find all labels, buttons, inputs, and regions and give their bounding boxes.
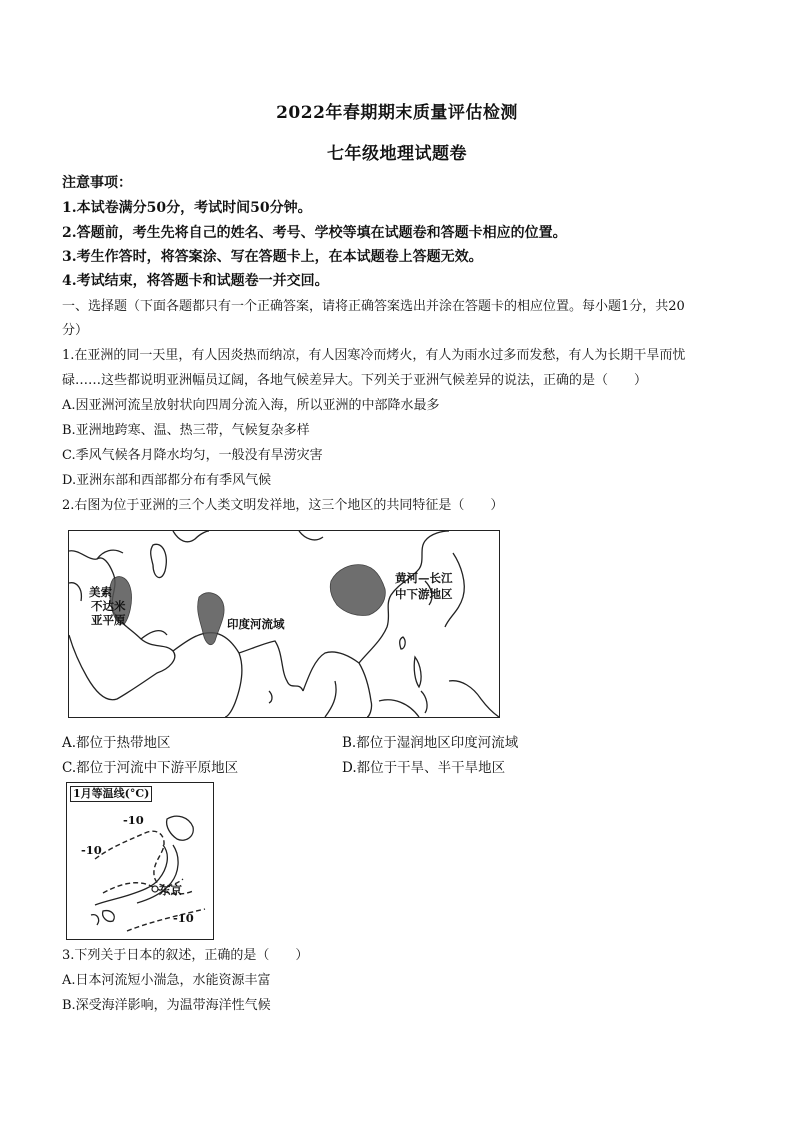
q1-option-d: D.亚洲东部和西部都分布有季风气候 xyxy=(62,473,272,488)
japan-isotherm-figure xyxy=(66,782,214,940)
q1-option-a: A.因亚洲河流呈放射状向四周分流入海，所以亚洲的中部降水最多 xyxy=(62,398,440,413)
isotherm-label-1: -10 xyxy=(123,813,144,827)
label-yellow-yangtze-1: 黄河—长江 xyxy=(395,571,453,585)
q2-option-c: C.都位于河流中下游平原地区 xyxy=(62,760,239,776)
isotherm-title: 1月等温线(°C) xyxy=(70,786,152,802)
q2-option-a: A.都位于热带地区 xyxy=(62,735,171,751)
notice-item-2: 2.答题前，考生先将自己的姓名、考号、学校等填在试题卷和答题卡相应的位置。 xyxy=(62,225,567,241)
label-indus: 印度河流域 xyxy=(227,617,285,631)
label-yellow-yangtze-2: 中下游地区 xyxy=(395,587,453,601)
notice-heading: 注意事项： xyxy=(62,175,132,191)
label-mesopotamia-1: 美索 xyxy=(89,585,112,599)
isotherm-label-3: -10 xyxy=(173,911,194,925)
q1-stem-line1: 1.在亚洲的同一天里，有人因炎热而纳凉，有人因寒冷而烤火，有人为雨水过多而发愁，有人为长期干旱而忧 xyxy=(62,348,686,363)
q2-option-d: D.都位于干旱、半干旱地区 xyxy=(342,760,506,776)
q2-stem: 2.右图为位于亚洲的三个人类文明发祥地，这三个地区的共同特征是（ ） xyxy=(62,498,504,513)
notice-item-4: 4.考试结束，将答题卡和试题卷一并交回。 xyxy=(62,273,329,289)
exam-title: 2022年春期期末质量评估检测 xyxy=(276,103,518,123)
section-heading-line1: 一、选择题（下面各题都只有一个正确答案，请将正确答案选出并涂在答题卡的相应位置。每小题1分，共20 xyxy=(62,299,685,314)
q2-option-b: B.都位于湿润地区印度河流域 xyxy=(342,735,519,751)
q1-stem-line2: 碌……这些都说明亚洲幅员辽阔，各地气候差异大。下列关于亚洲气候差异的说法，正确的是（ ） xyxy=(62,373,648,388)
label-mesopotamia-2: 不达米 xyxy=(91,599,126,613)
asia-civilizations-map xyxy=(68,530,500,718)
q3-option-a: A.日本河流短小湍急，水能资源丰富 xyxy=(62,973,271,988)
tokyo-label: 东京 xyxy=(159,883,182,897)
notice-item-3: 3.考生作答时，将答案涂、写在答题卡上，在本试题卷上答题无效。 xyxy=(62,249,483,265)
isotherm-label-2: -10 xyxy=(81,843,102,857)
section-heading-line2: 分） xyxy=(62,323,89,338)
q1-option-b: B.亚洲地跨寒、温、热三带，气候复杂多样 xyxy=(62,423,310,438)
notice-item-1: 1.本试卷满分50分，考试时间50分钟。 xyxy=(62,200,312,216)
label-mesopotamia-3: 亚平原 xyxy=(91,613,126,627)
q3-stem: 3.下列关于日本的叙述，正确的是（ ） xyxy=(62,948,309,963)
q1-option-c: C.季风气候各月降水均匀，一般没有旱涝灾害 xyxy=(62,448,323,463)
exam-subtitle: 七年级地理试题卷 xyxy=(327,144,467,164)
q3-option-b: B.深受海洋影响，为温带海洋性气候 xyxy=(62,998,271,1013)
